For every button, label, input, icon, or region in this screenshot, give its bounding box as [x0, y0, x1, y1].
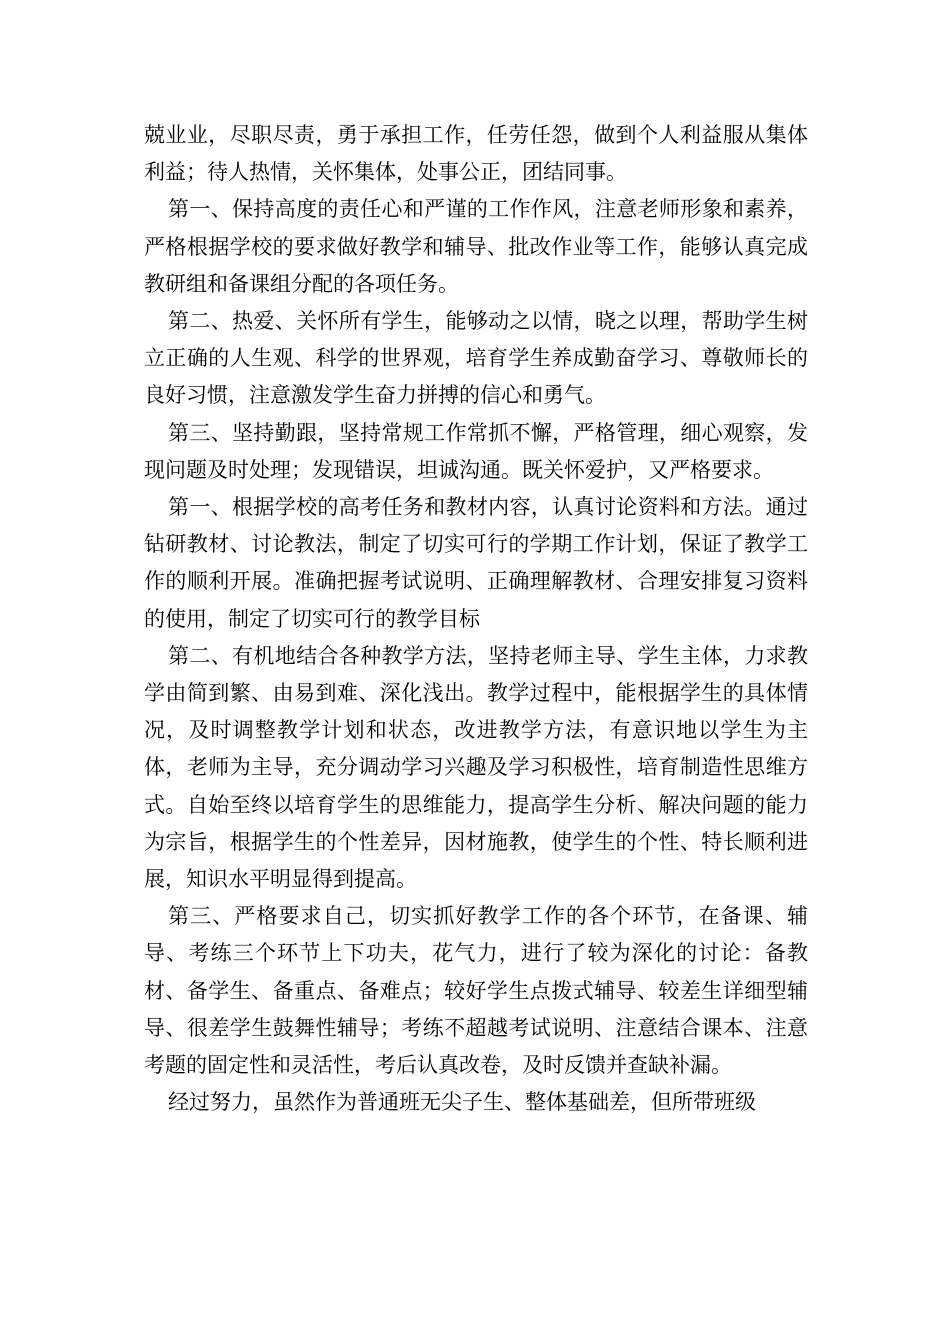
- document-body: [144, 117, 808, 1121]
- paragraph: 第三、坚持勤跟，坚持常规工作常抓不懈，严格管理，细心观察，发现问题及时处理；发现错误，坦诚沟通。既关怀爱护，又严格要求。: [144, 420, 808, 482]
- paragraph: 第三、严格要求自己，切实抓好教学工作的各个环节，在备课、辅导、考练三个环节上下功夫，花气力，进行了较为深化的讨论：备教材、备学生、备重点、备难点；较好学生点拨式辅导、较差生详细型辅导、很差学生鼓舞性辅导；考练不超越考试说明、注意结合课本、注意考题的固定性和灵活性，考后认真改卷，及时反馈并查缺补漏。: [144, 904, 808, 1078]
- paragraph: 第二、有机地结合各种教学方法，坚持老师主导、学生主体，力求教学由简到繁、由易到难、深化浅出。教学过程中，能根据学生的具体情况，及时调整教学计划和状态，改进教学方法，有意识地以学生为主体，老师为主导，充分调动学习兴趣及学习积极性，培育制造性思维方式。自始至终以培育学生的思维能力，提高学生分析、解决问题的能力为宗旨，根据学生的个性差异，因材施教，使学生的个性、特长顺利进展，知识水平明显得到提高。: [144, 643, 808, 892]
- paragraph: 经过努力，虽然作为普通班无尖子生、整体基础差，但所带班级: [168, 1090, 756, 1115]
- paragraph-continuation: 兢业业，尽职尽责，勇于承担工作，任劳任怨，做到个人利益服从集体利益；待人热情，关怀集体，处事公正，团结同事。: [144, 123, 808, 185]
- paragraph: 第二、热爱、关怀所有学生，能够动之以情，晓之以理，帮助学生树立正确的人生观、科学的世界观，培育学生养成勤奋学习、尊敬师长的良好习惯，注意激发学生奋力拼搏的信心和勇气。: [144, 309, 808, 408]
- paragraph: 第一、根据学校的高考任务和教材内容，认真讨论资料和方法。通过钻研教材、讨论教法，制定了切实可行的学期工作计划，保证了教学工作的顺利开展。准确把握考试说明、正确理解教材、合理安排复习资料的使用，制定了切实可行的教学目标: [144, 495, 808, 631]
- paragraph: 第一、保持高度的责任心和严谨的工作作风，注意老师形象和素养，严格根据学校的要求做好教学和辅导、批改作业等工作，能够认真完成教研组和备课组分配的各项任务。: [144, 197, 808, 296]
